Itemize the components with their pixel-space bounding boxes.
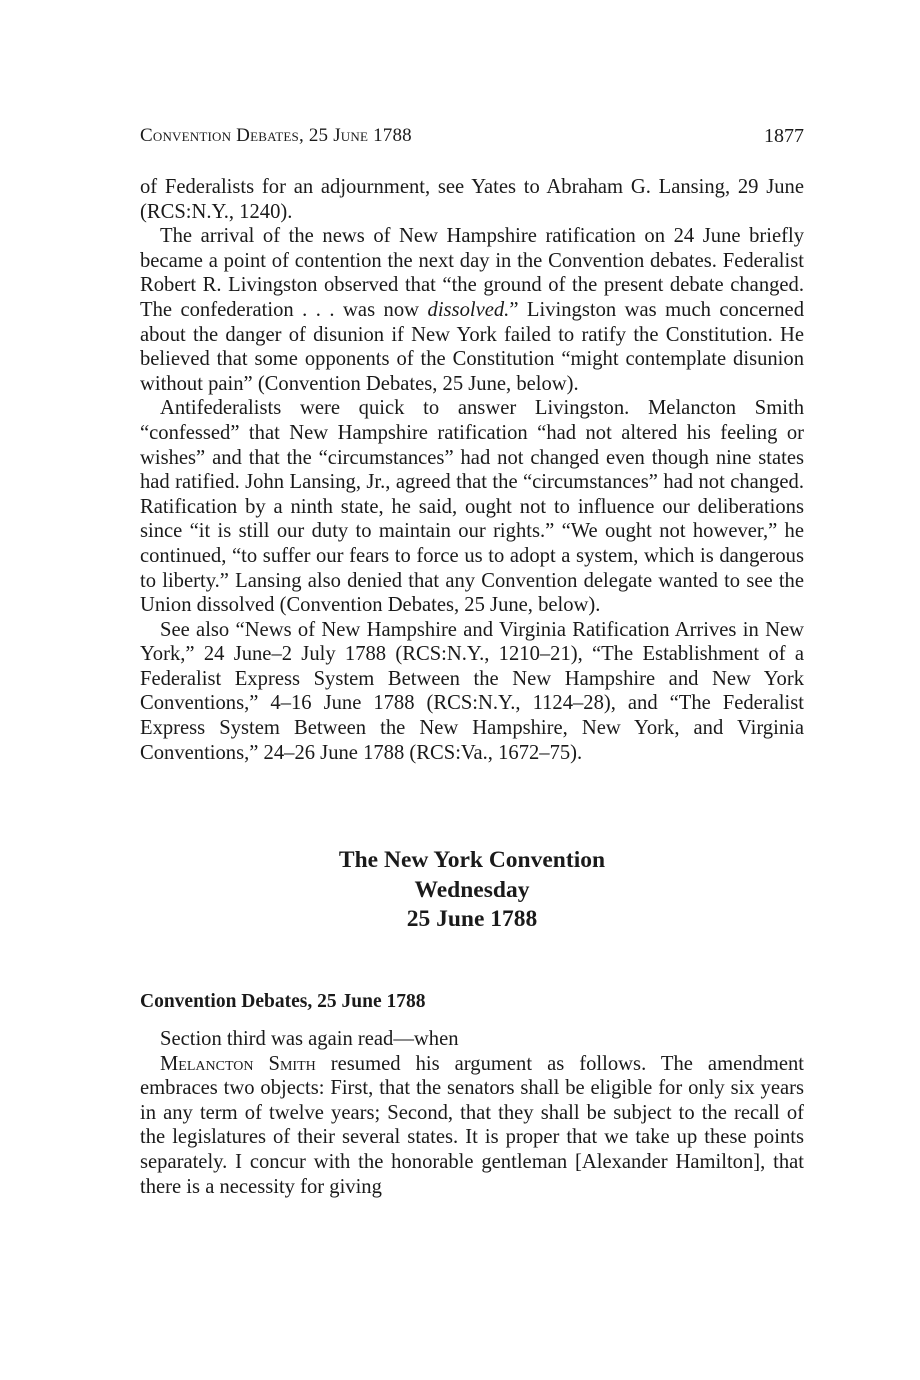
running-title: Convention Debates, 25 June 1788 xyxy=(140,125,412,146)
note-text xyxy=(140,175,804,765)
section-heading xyxy=(140,846,804,935)
paragraph-text: ” Livingston was much concerned about the danger of disunion if New York failed to ratify the Constitution. He believed that some opponents of the Constitution “might contemplate disunion without pain” (Convention Debates, 25 June, below). xyxy=(140,298,804,395)
debates-text xyxy=(140,1027,804,1199)
paragraph-new-hampshire-news xyxy=(140,224,804,396)
heading-line-convention: The New York Convention xyxy=(338,847,606,873)
italic-word: dissolved. xyxy=(427,298,510,321)
paragraph-continued: of Federalists for an adjournment, see Yates to Abraham G. Lansing, 29 June (RCS:N.Y., 1240). xyxy=(140,176,804,223)
debates-intro: Section third was again read—when xyxy=(160,1028,459,1050)
debates-title: Convention Debates, 25 June 1788 xyxy=(140,991,426,1012)
running-head xyxy=(140,124,804,148)
paragraph-text: The arrival of the news of New Hampshire ratification on 24 June briefly became a point of contention the next day in the Convention debates. Federalist Robert R. Livingston observed that “the ground of the present debate changed. The confederation . . . was now xyxy=(140,225,804,321)
heading-line-weekday: Wednesday xyxy=(414,876,530,903)
debates-speech xyxy=(140,1052,804,1200)
heading-line-date: 25 June 1788 xyxy=(406,906,538,932)
paragraph-see-also: See also “News of New Hampshire and Virginia Ratification Arrives in New York,” 24 June–2 July 1788 (RCS:N.Y., 1210–21), “The Establishment of a Federalist Express System Between the New Hampshire and New York Conventions,” 4–16 June 1788 (RCS:N.Y., 1124–28), and “The Federalist Express System Between the New Hampshire, New York, and Virginia Conventions,” 24–26 June 1788 (RCS:Va., 1672–75). xyxy=(140,618,804,764)
speaker-name: Melancton Smith xyxy=(160,1052,316,1075)
paragraph-antifederalists: Antifederalists were quick to answer Livingston. Melancton Smith “confessed” that New Hampshire ratification “had not altered his feeling or wishes” and that the “circumstances” had not changed even though nine states had ratified. John Lansing, Jr., agreed that the “circumstances” had not changed. Ratification by a ninth state, he said, ought not to influence our deliberations since “it is still our duty to maintain our rights.” “We ought not however,” he continued, “to suffer our fears to force us to adopt a system, which is dangerous to liberty.” Lansing also denied that any Convention delegate wanted to see the Union dissolved (Convention Debates, 25 June, below). xyxy=(140,397,804,617)
speech-text: resumed his argument as follows. The amendment embraces two objects: First, that the senators shall be eligible for only six years in any term of twelve years; Second, that they shall be subject to the recall of the legislatures of their several states. It is proper that we take up these points separately. I concur with the honorable gentleman [Alexander Hamilton], that there is a necessity for giving xyxy=(140,1052,804,1198)
page-number: 1877 xyxy=(764,125,804,147)
